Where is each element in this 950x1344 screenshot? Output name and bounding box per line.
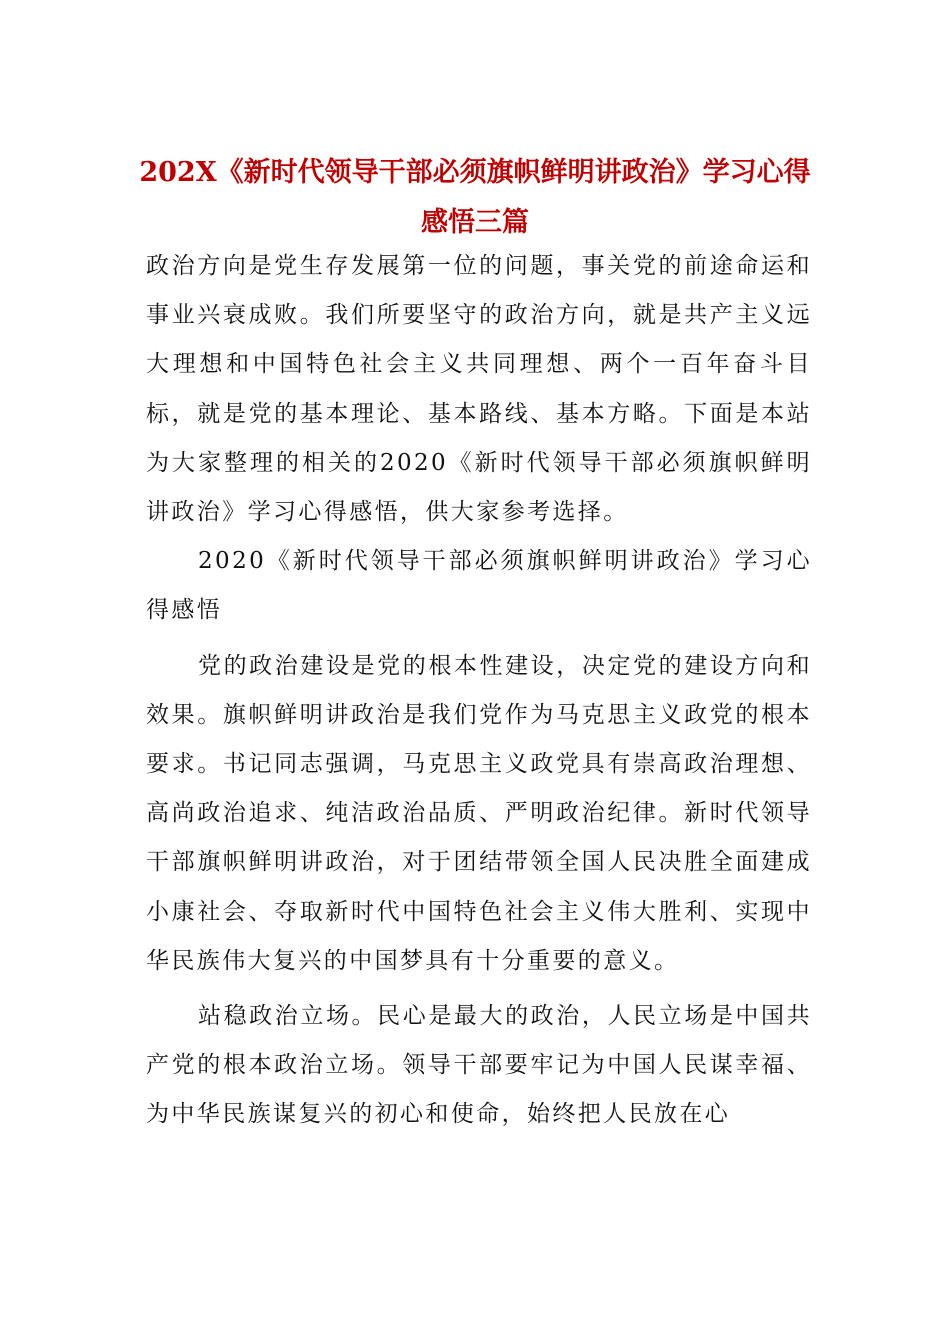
document-title: 202X《新时代领导干部必须旗帜鲜明讲政治》学习心得感悟三篇	[139, 157, 811, 238]
section-heading: 2020《新时代领导干部必须旗帜鲜明讲政治》学习心得感悟	[146, 548, 812, 624]
document-body	[146, 242, 812, 1140]
intro-paragraph: 政治方向是党生存发展第一位的问题，事关党的前途命运和事业兴衰成败。我们所要坚守的政治方向，就是共产主义远大理想和中国特色社会主义共同理想、两个一百年奋斗目标，就是党的基本理论、基本路线、基本方略。下面是本站为大家整理的相关的2020《新时代领导干部必须旗帜鲜明讲政治》学习心得感悟，供大家参考选择。	[146, 253, 812, 526]
body-paragraph: 站稳政治立场。民心是最大的政治，人民立场是中国共产党的根本政治立场。领导干部要牢记为中国人民谋幸福、为中华民族谋复兴的初心和使命，始终把人民放在心	[146, 1003, 812, 1128]
body-paragraph: 党的政治建设是党的根本性建设，决定党的建设方向和效果。旗帜鲜明讲政治是我们党作为马克思主义政党的根本要求。书记同志强调，马克思主义政党具有崇高政治理想、高尚政治追求、纯洁政治品质、严明政治纪律。新时代领导干部旗帜鲜明讲政治，对于团结带领全国人民决胜全面建成小康社会、夺取新时代中国特色社会主义伟大胜利、实现中华民族伟大复兴的中国梦具有十分重要的意义。	[146, 652, 812, 974]
